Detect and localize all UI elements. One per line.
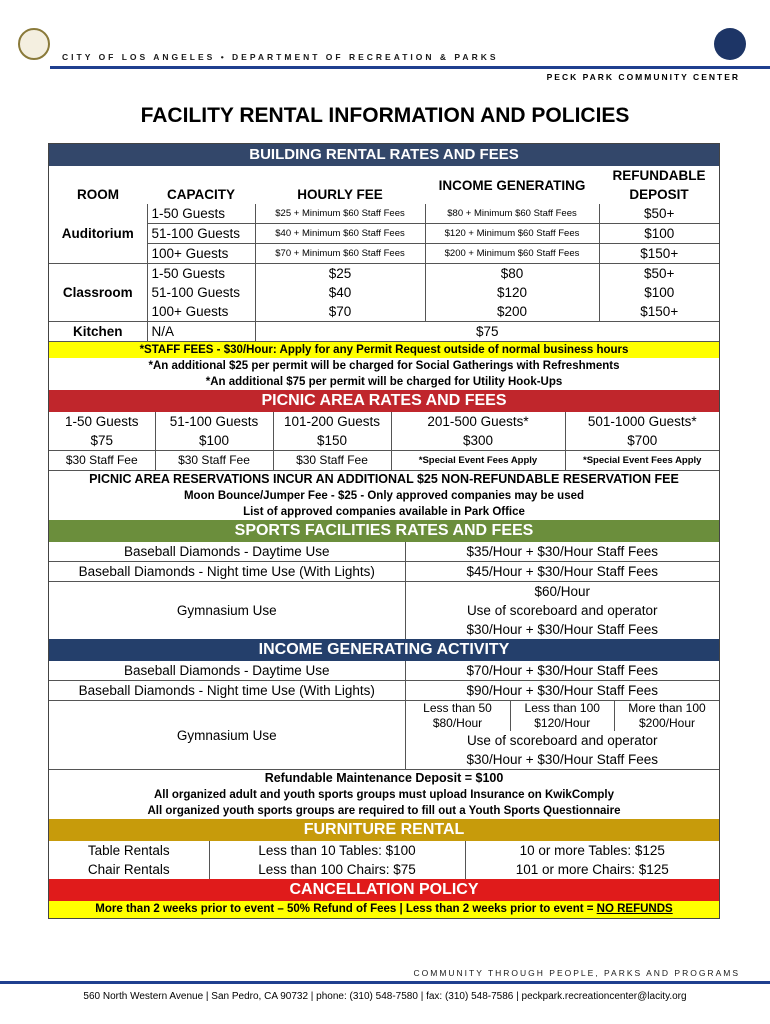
gym-tier <box>615 701 720 731</box>
furniture-rate: Less than 10 Tables: $100 <box>209 841 465 860</box>
insurance-note: All organized adult and youth sports groups must upload Insurance on KwikComply <box>153 789 615 801</box>
income-band: INCOME GENERATING ACTIVITY <box>49 639 719 661</box>
income-fee: $80 + Minimum $60 Staff Fees <box>425 204 599 224</box>
approved-companies-note: List of approved companies available in Park Office <box>243 506 525 518</box>
header-rule <box>50 66 770 69</box>
deposit: $150+ <box>599 302 719 322</box>
income-rate: $90/Hour + $30/Hour Staff Fees <box>405 681 719 701</box>
furniture-item: Chair Rentals <box>87 862 170 877</box>
picnic-guests: 501-1000 Guests* <box>565 412 719 431</box>
deposit: $50+ <box>599 204 719 224</box>
cancellation-policy <box>49 901 719 918</box>
hourly-fee: $25 + Minimum $60 Staff Fees <box>255 204 425 224</box>
hourly-fee: $40 <box>255 283 425 302</box>
capacity: 1-50 Guests <box>147 264 255 284</box>
hourly-fee: $25 <box>255 264 425 284</box>
income-item: Baseball Diamonds - Night time Use (With Lights) <box>49 681 405 701</box>
gym-label: Gymnasium Use <box>49 582 405 640</box>
gym-rate-line: Use of scoreboard and operator <box>466 603 658 618</box>
picnic-table <box>49 412 719 470</box>
gym-tier <box>510 701 615 731</box>
col-hourly-fee: HOURLY FEE <box>297 187 383 202</box>
picnic-price: $700 <box>565 431 719 451</box>
hourly-fee: $40 + Minimum $60 Staff Fees <box>255 224 425 244</box>
income-fee: $120 + Minimum $60 Staff Fees <box>425 224 599 244</box>
picnic-staff: *Special Event Fees Apply <box>391 451 565 471</box>
furniture-band: FURNITURE RENTAL <box>49 819 719 841</box>
picnic-staff: *Special Event Fees Apply <box>565 451 719 471</box>
capacity: 100+ Guests <box>147 302 255 322</box>
furniture-rate: 101 or more Chairs: $125 <box>465 860 719 879</box>
picnic-guests: 101-200 Guests <box>273 412 391 431</box>
col-deposit: REFUNDABLE DEPOSIT <box>612 168 706 202</box>
capacity: 1-50 Guests <box>147 204 255 224</box>
picnic-price: $100 <box>155 431 273 451</box>
rate-sheet <box>48 143 720 919</box>
picnic-staff: $30 Staff Fee <box>49 451 155 471</box>
gym-rate-line: $30/Hour + $30/Hour Staff Fees <box>466 622 658 637</box>
picnic-guests: 201-500 Guests* <box>391 412 565 431</box>
questionnaire-note: All organized youth sports groups are required to fill out a Youth Sports Questionnaire <box>147 805 621 817</box>
picnic-price: $300 <box>391 431 565 451</box>
income-fee: $120 <box>425 283 599 302</box>
footer-tagline: COMMUNITY THROUGH PEOPLE, PARKS AND PROGRAMS <box>413 968 740 978</box>
kitchen-fee: $75 <box>255 322 719 342</box>
deposit: $150+ <box>599 244 719 264</box>
picnic-price: $150 <box>273 431 391 451</box>
refreshments-note: *An additional $25 per permit will be charged for Social Gatherings with Refreshments <box>148 360 620 372</box>
furniture-table <box>49 841 719 879</box>
sports-item: Baseball Diamonds - Night time Use (With Lights) <box>49 562 405 582</box>
capacity: 51-100 Guests <box>147 224 255 244</box>
income-item: Baseball Diamonds - Daytime Use <box>123 663 330 678</box>
picnic-reservation-note: PICNIC AREA RESERVATIONS INCUR AN ADDITIONAL $25 NON-REFUNDABLE RESERVATION FEE <box>49 470 719 488</box>
cancellation-text: More than 2 weeks prior to event – 50% Refund of Fees | Less than 2 weeks prior to event = <box>95 903 597 915</box>
moon-bounce-note: Moon Bounce/Jumper Fee - $25 - Only approved companies may be used <box>183 490 585 502</box>
utility-note: *An additional $75 per permit will be charged for Utility Hook-Ups <box>205 376 563 388</box>
building-table <box>49 166 719 341</box>
city-seal-icon <box>18 28 50 60</box>
sports-rate: $45/Hour + $30/Hour Staff Fees <box>405 562 719 582</box>
income-table <box>49 661 719 769</box>
staff-fee-note: *STAFF FEES - $30/Hour: Apply for any Permit Request outside of normal business hours <box>49 341 719 358</box>
cancellation-band: CANCELLATION POLICY <box>49 879 719 901</box>
deposit: $50+ <box>599 264 719 284</box>
hourly-fee: $70 <box>255 302 425 322</box>
picnic-price: $75 <box>90 433 114 448</box>
tier-label: Less than 100 <box>524 701 600 715</box>
maintenance-deposit-note: Refundable Maintenance Deposit = $100 <box>49 769 719 787</box>
footer-rule <box>0 981 770 984</box>
sports-band: SPORTS FACILITIES RATES AND FEES <box>49 520 719 542</box>
building-band: BUILDING RENTAL RATES AND FEES <box>49 144 719 166</box>
income-gym-rates <box>405 701 719 770</box>
tier-label: More than 100 <box>628 701 706 715</box>
col-capacity: CAPACITY <box>166 187 235 202</box>
capacity: 51-100 Guests <box>147 283 255 302</box>
tier-price: $120/Hour <box>534 716 591 730</box>
income-fee: $200 + Minimum $60 Staff Fees <box>425 244 599 264</box>
room-kitchen: Kitchen <box>49 322 147 342</box>
department-logo-icon <box>714 28 746 60</box>
no-refunds: NO REFUNDS <box>596 903 673 915</box>
gym-rate-line: $60/Hour <box>534 584 591 599</box>
capacity: 100+ Guests <box>147 244 255 264</box>
income-gym-label: Gymnasium Use <box>49 701 405 770</box>
tier-label: Less than 50 <box>423 701 492 715</box>
room-auditorium: Auditorium <box>61 226 134 241</box>
sports-item: Baseball Diamonds - Daytime Use <box>123 544 330 559</box>
gym-tiers <box>406 701 720 731</box>
tier-price: $200/Hour <box>638 716 696 730</box>
deposit: $100 <box>599 224 719 244</box>
org-name: CITY OF LOS ANGELES • DEPARTMENT OF RECREATION & PARKS <box>62 52 499 62</box>
tier-price: $80/Hour <box>432 716 483 730</box>
col-income-generating: INCOME GENERATING <box>438 177 586 193</box>
picnic-guests: 1-50 Guests <box>64 414 139 429</box>
income-fee: $200 <box>425 302 599 322</box>
furniture-item: Table Rentals <box>87 843 170 858</box>
gym-rate-line: $30/Hour + $30/Hour Staff Fees <box>466 752 658 767</box>
center-name: PECK PARK COMMUNITY CENTER <box>546 72 740 82</box>
room-classroom: Classroom <box>49 264 147 322</box>
furniture-rate: 10 or more Tables: $125 <box>465 841 719 860</box>
picnic-guests: 51-100 Guests <box>155 412 273 431</box>
capacity: N/A <box>147 322 255 342</box>
page-title: FACILITY RENTAL INFORMATION AND POLICIES <box>140 104 630 127</box>
gym-rates <box>405 582 719 640</box>
hourly-fee: $70 + Minimum $60 Staff Fees <box>255 244 425 264</box>
gym-tier <box>406 701 511 731</box>
deposit: $100 <box>599 283 719 302</box>
picnic-staff: $30 Staff Fee <box>155 451 273 471</box>
income-fee: $80 <box>425 264 599 284</box>
furniture-rate: Less than 100 Chairs: $75 <box>209 860 465 879</box>
picnic-staff: $30 Staff Fee <box>273 451 391 471</box>
picnic-band: PICNIC AREA RATES AND FEES <box>49 390 719 412</box>
gym-rate-line: Use of scoreboard and operator <box>466 733 658 748</box>
col-room: ROOM <box>77 187 119 202</box>
sports-table <box>49 542 719 639</box>
income-rate: $70/Hour + $30/Hour Staff Fees <box>405 661 719 681</box>
sports-rate: $35/Hour + $30/Hour Staff Fees <box>405 542 719 562</box>
footer-address: 560 North Western Avenue | San Pedro, CA 90732 | phone: (310) 548-7580 | fax: (310) 548-7586 | peckpark.recreationcenter@lacity.org <box>83 991 687 1002</box>
